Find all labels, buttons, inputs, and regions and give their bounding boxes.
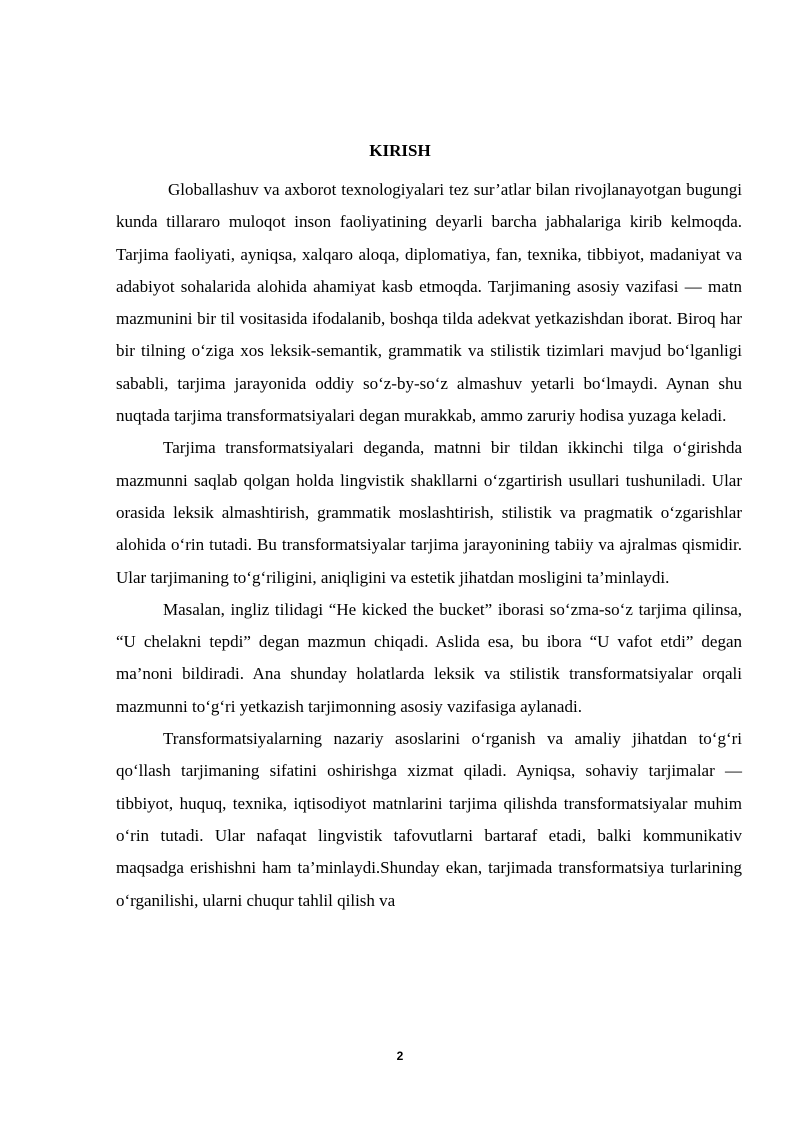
section-heading: KIRISH [369, 141, 431, 160]
paragraph-3: Masalan, ingliz tilidagi “He kicked the bucket” iborasi so‘zma-so‘z tarjima qilinsa, “U chelakni tepdi” degan mazmun chiqadi. Aslida esa, bu ibora “U vafot etdi” degan ma’noni bildiradi. Ana shunday holatlarda leksik va stilistik transformatsiyalar orqali mazmunni to‘g‘ri yetkazish tarjimonning asosiy vazifasiga aylanadi. [116, 599, 742, 716]
paragraph-2: Tarjima transformatsiyalari deganda, matnni bir tildan ikkinchi tilga o‘girishda mazmunni saqlab qolgan holda lingvistik shakllarni o‘zgartirish usullari tushuniladi. Ular orasida leksik almashtirish, grammatik moslashtirish, stilistik va pragmatik o‘zgarishlar alohida o‘rin tutadi. Bu transformatsiyalar tarjima jarayonining tabiiy va ajralmas qismidir. Ular tarjimaning to‘g‘riligini, aniqligini va estetik jihatdan mosligini ta’minlaydi. [116, 438, 742, 587]
body-text [116, 174, 742, 917]
paragraph-1: Globallashuv va axborot texnologiyalari tez sur’atlar bilan rivojlanayotgan bugungi kunda tillararo muloqot inson faoliyatining deyarli barcha jabhalariga kirib kelmoqda. Tarjima faoliyati, ayniqsa, xalqaro aloqa, diplomatiya, fan, texnika, tibbiyot, madaniyat va adabiyot sohalarida alohida ahamiyat kasb etmoqda. Tarjimaning asosiy vazifasi — matn mazmunini bir til vositasida ifodalanib, boshqa tilda adekvat yetkazishdan iborat. Biroq har bir tilning o‘ziga xos leksik-semantik, grammatik va stilistik tizimlari mavjud bo‘lganligi sababli, tarjima jarayonida oddiy so‘z-by-so‘z almashuv yetarli bo‘lmaydi. Aynan shu nuqtada tarjima transformatsiyalari degan murakkab, ammo zaruriy hodisa yuzaga keladi. [116, 180, 742, 426]
paragraph-4: Transformatsiyalarning nazariy asoslarini o‘rganish va amaliy jihatdan to‘g‘ri qo‘llash tarjimaning sifatini oshirishga xizmat qiladi. Ayniqsa, sohaviy tarjimalar — tibbiyot, huquq, texnika, iqtisodiyot matnlarini tarjima qilishda transformatsiyalar muhim o‘rin tutadi. Ular nafaqat lingvistik tafovutlarni bartaraf etadi, balki kommunikativ maqsadga erishishni ham ta’minlaydi.Shunday ekan, tarjimada transformatsiya turlarining o‘rganilishi, ularni chuqur tahlil qilish va [116, 729, 742, 910]
page-number: 2 [396, 1049, 404, 1063]
